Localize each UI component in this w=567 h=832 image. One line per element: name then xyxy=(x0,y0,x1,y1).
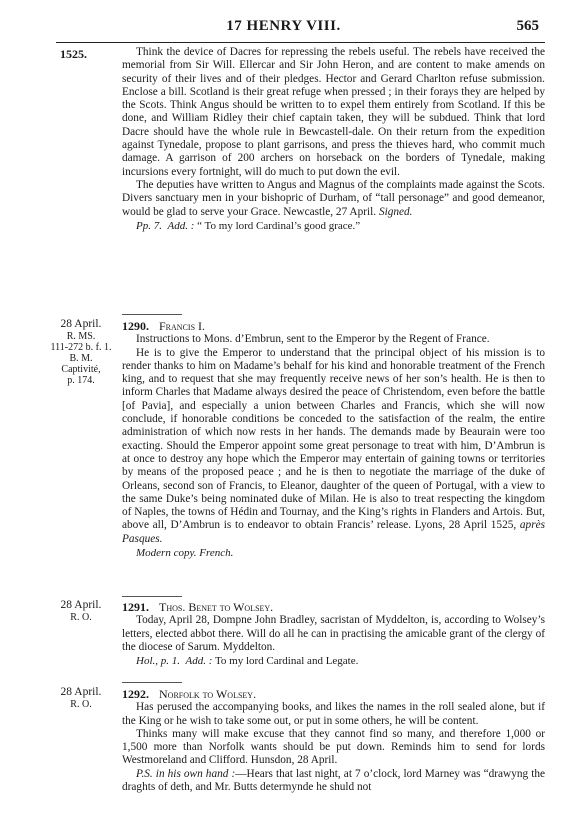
paragraph xyxy=(122,347,545,546)
paragraph: Instructions to Mons. d’Embrun, sent to the Emperor by the Regent of France. xyxy=(136,333,490,346)
running-title: 17 HENRY VIII. xyxy=(226,18,341,34)
entry-separator xyxy=(122,596,182,597)
paragraph: Has perused the accompanying books, and likes the names in the roll sealed alone, but if the King or he wish to take some out, or put in some others, he will be content. xyxy=(122,701,545,727)
margin-ref: B. M. xyxy=(69,353,93,364)
holograph-note: Hol., p. 1. xyxy=(136,655,180,668)
paragraph xyxy=(122,768,545,795)
paragraph-tail: après Pasques. xyxy=(122,519,546,545)
margin-ref: R. O. xyxy=(70,612,92,623)
signed-note: Signed. xyxy=(378,205,413,218)
entry-1291 xyxy=(122,601,545,668)
source-note xyxy=(122,655,545,668)
entry-heading xyxy=(122,320,545,333)
postscript-text: —Hears that last night, at 7 o’clock, lord Marney was “drawyng the draghts of deth, and Mr. Butts determynde he shuld not xyxy=(122,767,545,794)
entry-1290 xyxy=(122,320,545,560)
entry-separator xyxy=(122,314,182,315)
margin-date: 28 April. xyxy=(60,686,102,698)
paragraph: Think the device of Dacres for repressing the rebels useful. The rebels have received the memorial from Sir Will. Ellercar and Sir John Heron, and are content to make amends on security of their lives and of their pledges. Hector and Gerard Charlton refuse submission. Enclose a bill. Scotland is their great refuge when pressed ; in their forays they are helped by the Scots. Think Angus should be written to to expel them entirely from Scotland. If this be done, and William Ridley their chief captain taken, they will be subdued. Think that lord Dacre should have the whole rule in Bewcastell-dale. On their return from the expedition against Tynedale, propose to plant garrisons, and press the thieves hard, who commit much damage. A garrison of 200 archers on horseback on the borders of Tynedale, making incursions every fortnight, will do much to put down the evil. xyxy=(122,46,545,178)
source-note xyxy=(122,220,545,233)
address-label: Add. : xyxy=(167,219,195,232)
paragraph-text: The deputies have written to Angus and Magnus of the complaints made against the Scots. Divers sanctuary men in your bishopric of Durham, of “tall personage” and good demeanor, would be glad to serve your Grace. Newcastle, 27 April. xyxy=(122,178,545,218)
margin-ref: Captivité, xyxy=(61,364,101,375)
margin-ref: R. MS. xyxy=(66,331,96,342)
pages-note: Pp. 7. xyxy=(136,219,162,232)
entry-number: 1292. xyxy=(122,687,149,701)
margin-note-1290 xyxy=(46,319,116,386)
margin-note-1291 xyxy=(46,600,116,623)
margin-note-1292 xyxy=(46,687,116,710)
entry-number: 1290. xyxy=(122,319,149,333)
address-text: “ To my lord Cardinal’s good grace.” xyxy=(197,219,361,232)
paragraph: Today, April 28, Dompne John Bradley, sacristan of Myddelton, is, according to Wolsey’s letters, elected abbot there. Will do all he can in practising the amicable grant of the clergy of the diocese of Sarum. Myddelton. xyxy=(122,614,545,653)
paragraph-text: He is to give the Emperor to understand that the principal object of his mission is to render thanks to him on Madame’s behalf for his kind and honorable treatment of the French king, and to request that she may frequently receive news of her son’s health. He is then to inform Charles that Madame always desired the peace of Christendom, even before the battle [of Pavia], and especially a union between Charles and Francis, which she will now conclude, if honorable conditions be conceded to the satisfaction of the realm, the entire administration of which now rests in her hands. The demands made by Beaurain were too exacting. Should the Emperor appoint some great personage to treat with him, D’Ambrun is at once to destroy any hope which the Emperor may entertain of gaining towns or territories by means of the proposed peace ; and he is then to negotiate the marriage of the duke of Orleans, second son of Francis, to Eleanor, daughter of the queen of Portugal, with a view to the same Duke’s being nominated duke of Milan. He is also to treat respecting the kingdom of Naples, the towns of Hédin and Tournay, and the King’s rights in Flanders and Artois. But, above all, D’Ambrun is to endeavor to obtain Francis’ release. Lyons, 28 April 1525, xyxy=(122,346,545,532)
address-label: Add. : xyxy=(185,655,213,668)
margin-ref: R. O. xyxy=(70,699,92,710)
margin-ref: p. 174. xyxy=(67,375,95,386)
margin-ref: 111-272 b. f. 1. xyxy=(50,342,112,353)
entry-title: Norfolk to Wolsey. xyxy=(159,687,257,701)
source-note: Modern copy. French. xyxy=(136,547,234,560)
paragraph xyxy=(122,179,545,219)
paragraph: Thinks many will make excuse that they cannot find so many, and therefore 1,000 or 1,500 more than Norfolk wants should be put down. Reminds him to send for lords Westmoreland and Clifford. Hunsdon, 28 April. xyxy=(122,727,545,767)
entry-1292 xyxy=(122,688,545,794)
header-rule xyxy=(56,42,545,43)
year-label: 1525. xyxy=(60,47,87,61)
entry-title: Francis I. xyxy=(159,319,206,333)
postscript-label: P.S. in his own hand : xyxy=(136,767,236,780)
margin-date: 28 April. xyxy=(60,599,102,611)
entry-heading xyxy=(122,601,545,614)
continuation-block xyxy=(122,46,545,233)
margin-date: 28 April. xyxy=(60,318,102,330)
entry-separator xyxy=(122,682,182,683)
page-number: 565 xyxy=(516,18,539,34)
entry-heading xyxy=(122,688,545,701)
entry-number: 1291. xyxy=(122,600,149,614)
address-text: To my lord Cardinal and Legate. xyxy=(214,655,359,668)
running-head xyxy=(0,18,567,42)
entry-title: Thos. Benet to Wolsey. xyxy=(159,600,274,614)
